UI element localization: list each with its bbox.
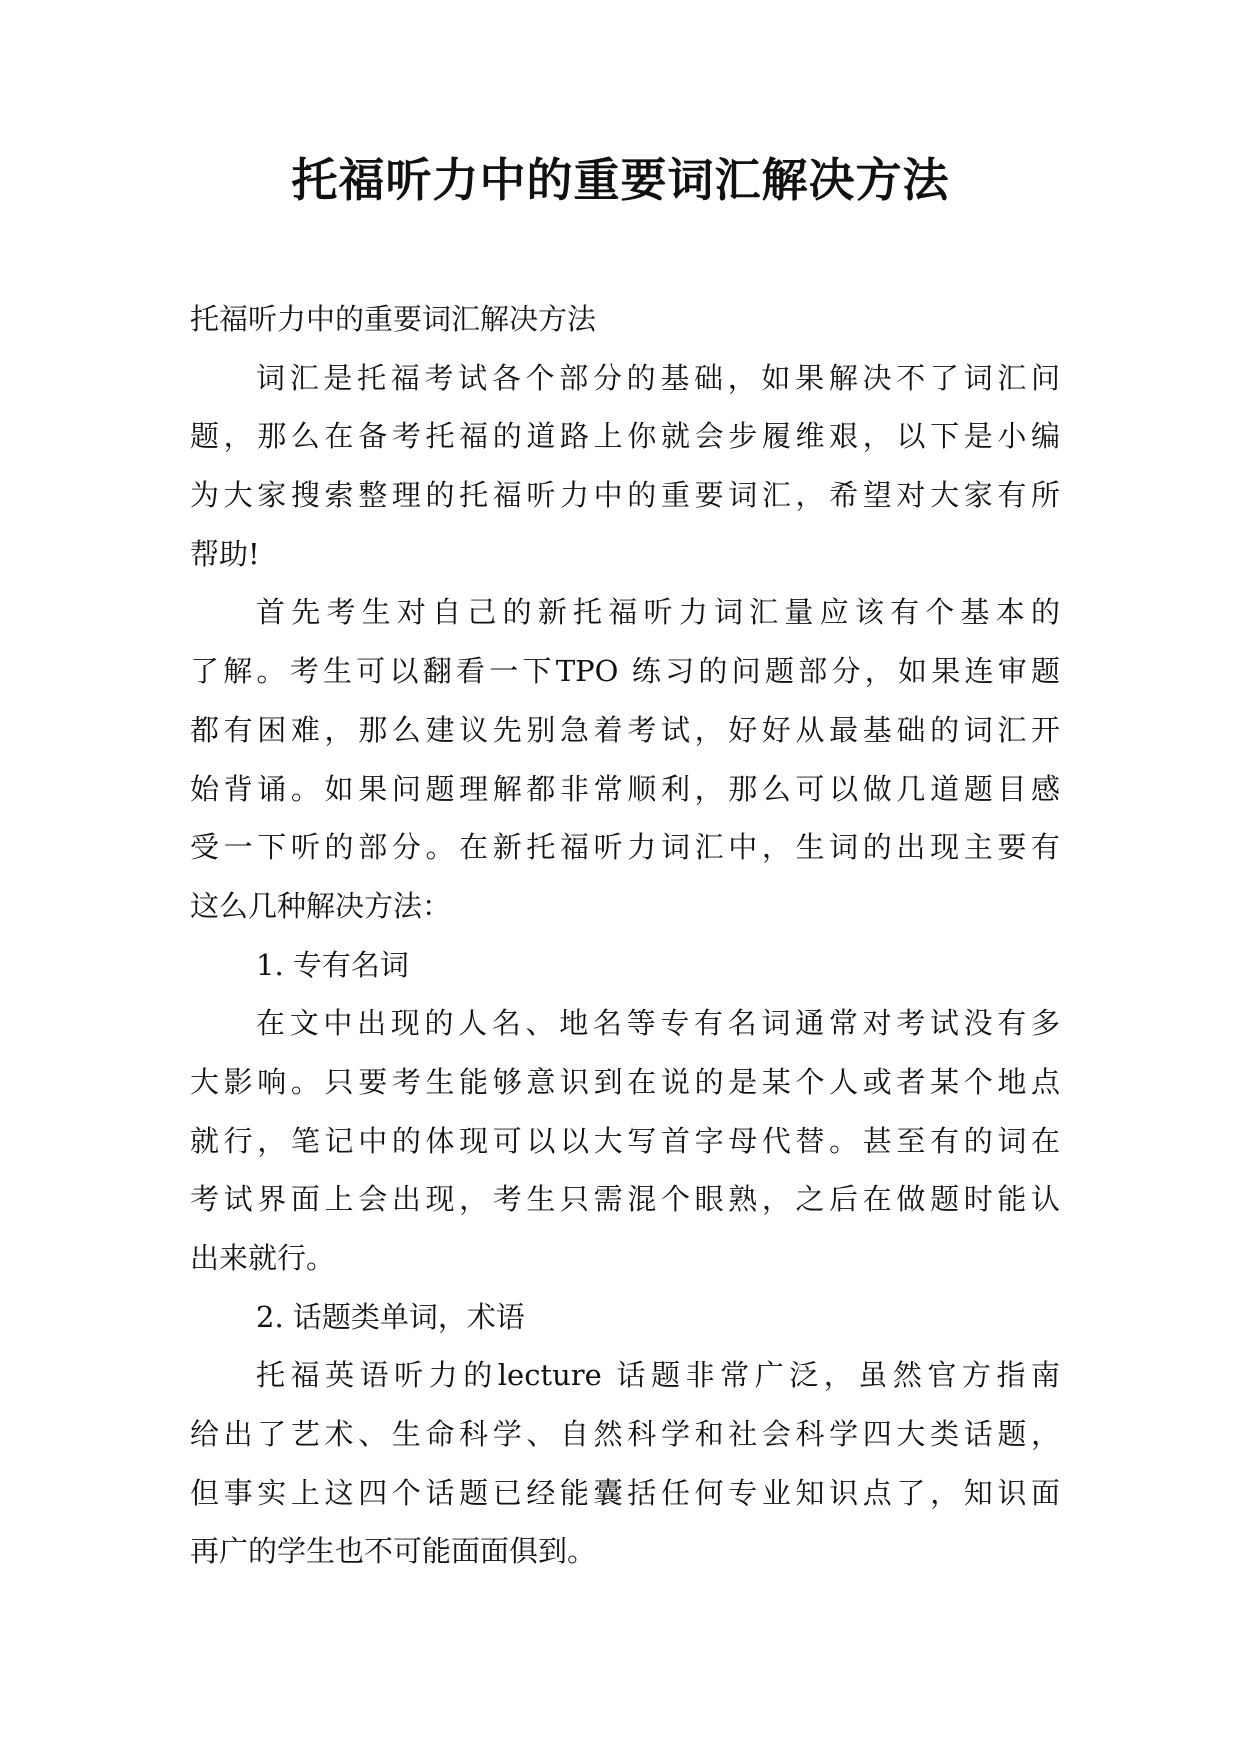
list-heading: 1. 专有名词 — [256, 947, 409, 982]
paragraph-line: 托福英语听力的lecture 话题非常广泛，虽然官方指南 — [256, 1358, 1060, 1393]
paragraph-line: 就行，笔记中的体现可以以大写首字母代替。甚至有的词在 — [190, 1123, 1060, 1158]
list-heading: 2. 话题类单词，术语 — [256, 1299, 525, 1334]
paragraph-line: 受一下听的部分。在新托福听力词汇中，生词的出现主要有 — [190, 830, 1060, 865]
paragraph-line: 始背诵。如果问题理解都非常顺利，那么可以做几道题目感 — [190, 771, 1060, 806]
paragraph-line: 在文中出现的人名、地名等专有名词通常对考试没有多 — [256, 1006, 1060, 1041]
paragraph-line: 为大家搜索整理的托福听力中的重要词汇，希望对大家有所 — [190, 478, 1060, 513]
paragraph-line: 出来就行。 — [190, 1241, 336, 1275]
paragraph-line: 再广的学生也不可能面面俱到。 — [190, 1534, 597, 1569]
paragraph-line: 这么几种解决方法： — [190, 888, 452, 923]
paragraph-line: 词汇是托福考试各个部分的基础，如果解决不了词汇问 — [256, 360, 1060, 395]
paragraph-line: 了解。考生可以翻看一下TPO 练习的问题部分，如果连审题 — [190, 654, 1060, 689]
subtitle-line: 托福听力中的重要词汇解决方法 — [190, 302, 597, 336]
paragraph-line: 帮助! — [190, 536, 260, 571]
paragraph-line: 给出了艺术、生命科学、自然科学和社会科学四大类话题， — [190, 1417, 1060, 1452]
paragraph-line: 首先考生对自己的新托福听力词汇量应该有个基本的 — [256, 595, 1060, 630]
paragraph-line: 但事实上这四个话题已经能囊括任何专业知识点了，知识面 — [190, 1475, 1060, 1510]
document-title: 托福听力中的重要词汇解决方法 — [291, 153, 950, 207]
paragraph-line: 大影响。只要考生能够意识到在说的是某个人或者某个地点 — [190, 1064, 1060, 1099]
paragraph-line: 考试界面上会出现，考生只需混个眼熟，之后在做题时能认 — [190, 1182, 1060, 1217]
paragraph-line: 题，那么在备考托福的道路上你就会步履维艰，以下是小编 — [190, 419, 1060, 454]
paragraph-line: 都有困难，那么建议先别急着考试，好好从最基础的词汇开 — [190, 712, 1060, 747]
document-body — [190, 290, 1060, 1581]
